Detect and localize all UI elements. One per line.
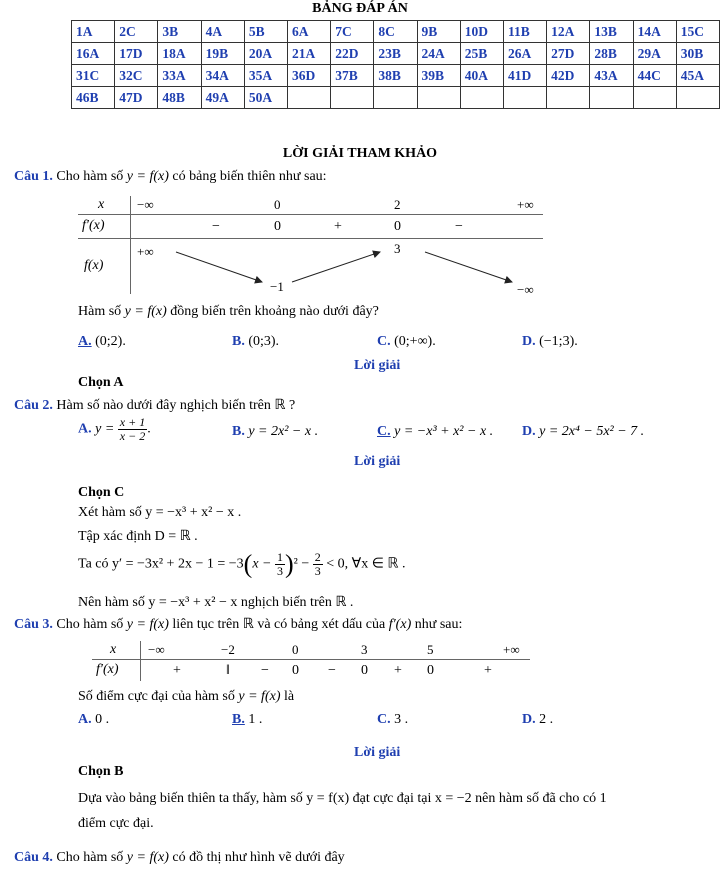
answer-key-cell: 31C xyxy=(72,65,115,87)
q1-text-a: Cho hàm số xyxy=(56,169,124,184)
q3-explain-1: Dựa vào bảng biến thiên ta thấy, hàm số y = f(x) đạt cực đại tại x = −2 nên hàm số đã cho có 1 xyxy=(78,791,607,806)
answer-key-cell: 27D xyxy=(547,43,590,65)
q2-line-3: Ta có y′ = −3x² + 2x − 1 = −3(x − $\frac{1}{3}$ )² − $\frac{2}{3}$ < 0, ∀x ∈ ℝ . xyxy=(78,549,406,579)
answer-key-cell: 19B xyxy=(201,43,244,65)
q2-line-2: Tập xác định D = ℝ . xyxy=(78,529,198,544)
q3-label: Câu 3. xyxy=(14,617,53,632)
answer-key-cell: 3B xyxy=(158,21,201,43)
answer-key-cell: 39B xyxy=(417,65,460,87)
q1-x-1: 0 xyxy=(274,197,281,212)
answer-key-cell: 10D xyxy=(460,21,503,43)
q1-fp-4: − xyxy=(455,219,463,234)
q1-fp-label: f′(x) xyxy=(82,218,105,233)
q2-option-a[interactable]: A. y = $\frac{x + 1}{x - 2}$ . xyxy=(78,415,151,443)
q2-option-d[interactable]: D. y = 2x⁴ − 5x² − 7 . xyxy=(522,424,645,439)
answer-key-cell: 43A xyxy=(590,65,633,87)
q1-prompt: Hàm số y = f(x) đồng biến trên khoảng nào dưới đây? xyxy=(78,304,379,319)
answer-key-cell: 42D xyxy=(547,65,590,87)
q1-option-a[interactable]: A. (0;2). xyxy=(78,334,126,349)
q1-option-d[interactable]: D. (−1;3). xyxy=(522,334,578,349)
answer-key-cell: 4A xyxy=(201,21,244,43)
answer-key-cell: 6A xyxy=(288,21,331,43)
q1-choice: Chọn A xyxy=(78,375,124,390)
q3-prompt: Số điểm cực đại của hàm số y = f(x) là xyxy=(78,689,295,704)
answer-key-cell: 37B xyxy=(331,65,374,87)
answer-key-cell: 47D xyxy=(115,87,158,109)
q1-x-3: +∞ xyxy=(517,197,534,212)
answer-key-cell: 45A xyxy=(676,65,719,87)
solutions-title: LỜI GIẢI THAM KHẢO xyxy=(282,146,438,161)
q2-label: Câu 2. xyxy=(14,398,53,413)
q1-x-2: 2 xyxy=(394,197,401,212)
q1-label: Câu 1. xyxy=(14,169,53,184)
q3-option-b[interactable]: B. 1 . xyxy=(232,712,263,727)
answer-key-cell: 44C xyxy=(633,65,676,87)
answer-key-cell: 5B xyxy=(244,21,287,43)
answer-key-cell: 21A xyxy=(288,43,331,65)
q2-line-1: Xét hàm số y = −x³ + x² − x . xyxy=(78,505,242,520)
answer-key-cell: 48B xyxy=(158,87,201,109)
q2-text: Hàm số nào dưới đây nghịch biến trên ℝ ? xyxy=(56,398,296,413)
answer-key-cell: 7C xyxy=(331,21,374,43)
answer-key-cell: 2C xyxy=(115,21,158,43)
answer-key-cell: 38B xyxy=(374,65,417,87)
answer-key-cell: 22D xyxy=(331,43,374,65)
answer-key-cell: 24A xyxy=(417,43,460,65)
q1-function: y = f(x) xyxy=(126,169,169,184)
answer-key-cell: 17D xyxy=(115,43,158,65)
q1-fp-0: − xyxy=(212,219,220,234)
answer-key-cell: 14A xyxy=(633,21,676,43)
answer-key-cell: 18A xyxy=(158,43,201,65)
q2-option-b[interactable]: B. y = 2x² − x . xyxy=(232,424,319,439)
answer-key-cell: 11B xyxy=(503,21,546,43)
q2-option-c[interactable]: C. y = −x³ + x² − x . xyxy=(377,424,494,439)
q2-stem xyxy=(14,397,295,414)
answer-key-cell: 13B xyxy=(590,21,633,43)
answer-key-cell: 8C xyxy=(374,21,417,43)
q1-fp-2: + xyxy=(334,219,342,234)
q1-fp-3: 0 xyxy=(394,219,401,234)
q3-explain-2: điểm cực đại. xyxy=(78,816,154,831)
q1-arrow-up xyxy=(292,252,380,282)
q1-f-label: f(x) xyxy=(84,258,104,273)
answer-key-cell: 28B xyxy=(590,43,633,65)
answer-key-cell: 23B xyxy=(374,43,417,65)
answer-key-cell: 32C xyxy=(115,65,158,87)
q3-solution-heading: Lời giải xyxy=(354,745,401,760)
answer-key-cell: 49A xyxy=(201,87,244,109)
q1-option-b[interactable]: B. (0;3). xyxy=(232,334,280,349)
q1-variation-arrows xyxy=(0,0,720,300)
answer-key-cell: 16A xyxy=(72,43,115,65)
answer-key-cell: 20A xyxy=(244,43,287,65)
answer-key-cell: 34A xyxy=(201,65,244,87)
answer-key-cell: 50A xyxy=(244,87,287,109)
answer-key-cell: 36D xyxy=(288,65,331,87)
answer-key-cell: 29A xyxy=(633,43,676,65)
q1-arrow-down-2 xyxy=(425,252,512,282)
answer-key-cell: 12A xyxy=(547,21,590,43)
q3-option-c[interactable]: C. 3 . xyxy=(377,712,409,727)
q4-label: Câu 4. xyxy=(14,850,53,865)
answer-key-cell: 46B xyxy=(72,87,115,109)
q1-x-label: x xyxy=(98,197,105,212)
q2-choice: Chọn C xyxy=(78,485,125,500)
q1-text-b: có bảng biến thiên như sau: xyxy=(172,169,327,184)
q1-f-1: −1 xyxy=(270,279,284,294)
q3-stem: Câu 3. Cho hàm số y = f(x) liên tục trên ℝ và có bảng xét dấu của f′(x) như sau: xyxy=(14,617,463,632)
q1-f-3: −∞ xyxy=(517,282,534,297)
q1-x-0: −∞ xyxy=(137,197,154,212)
answer-key-cell: 26A xyxy=(503,43,546,65)
q1-solution-heading: Lời giải xyxy=(354,358,401,373)
answer-key-cell: 41D xyxy=(503,65,546,87)
q3-option-a[interactable]: A. 0 . xyxy=(78,712,110,727)
q1-f-2: 3 xyxy=(394,241,401,256)
q3-choice: Chọn B xyxy=(78,764,124,779)
q1-f-0: +∞ xyxy=(137,244,154,259)
answer-key-cell: 40A xyxy=(460,65,503,87)
answer-key-title: BẢNG ĐÁP ÁN xyxy=(312,1,408,16)
answer-key-cell: 15C xyxy=(676,21,719,43)
answer-key-cell: 35A xyxy=(244,65,287,87)
q2-solution-heading: Lời giải xyxy=(354,454,401,469)
answer-key-cell: 9B xyxy=(417,21,460,43)
answer-key-cell: 33A xyxy=(158,65,201,87)
q4-stem: Câu 4. Cho hàm số y = f(x) có đồ thị như hình vẽ dưới đây xyxy=(14,850,345,865)
q1-fp-1: 0 xyxy=(274,219,281,234)
answer-key-cell: 1A xyxy=(72,21,115,43)
q1-arrow-down-1 xyxy=(176,252,262,282)
q1-option-c[interactable]: C. (0;+∞). xyxy=(377,334,436,349)
q3-option-d[interactable]: D. 2 . xyxy=(522,712,554,727)
q2-line-4: Nên hàm số y = −x³ + x² − x nghịch biến trên ℝ . xyxy=(78,595,354,610)
answer-key-cell: 30B xyxy=(676,43,719,65)
answer-key-cell: 25B xyxy=(460,43,503,65)
